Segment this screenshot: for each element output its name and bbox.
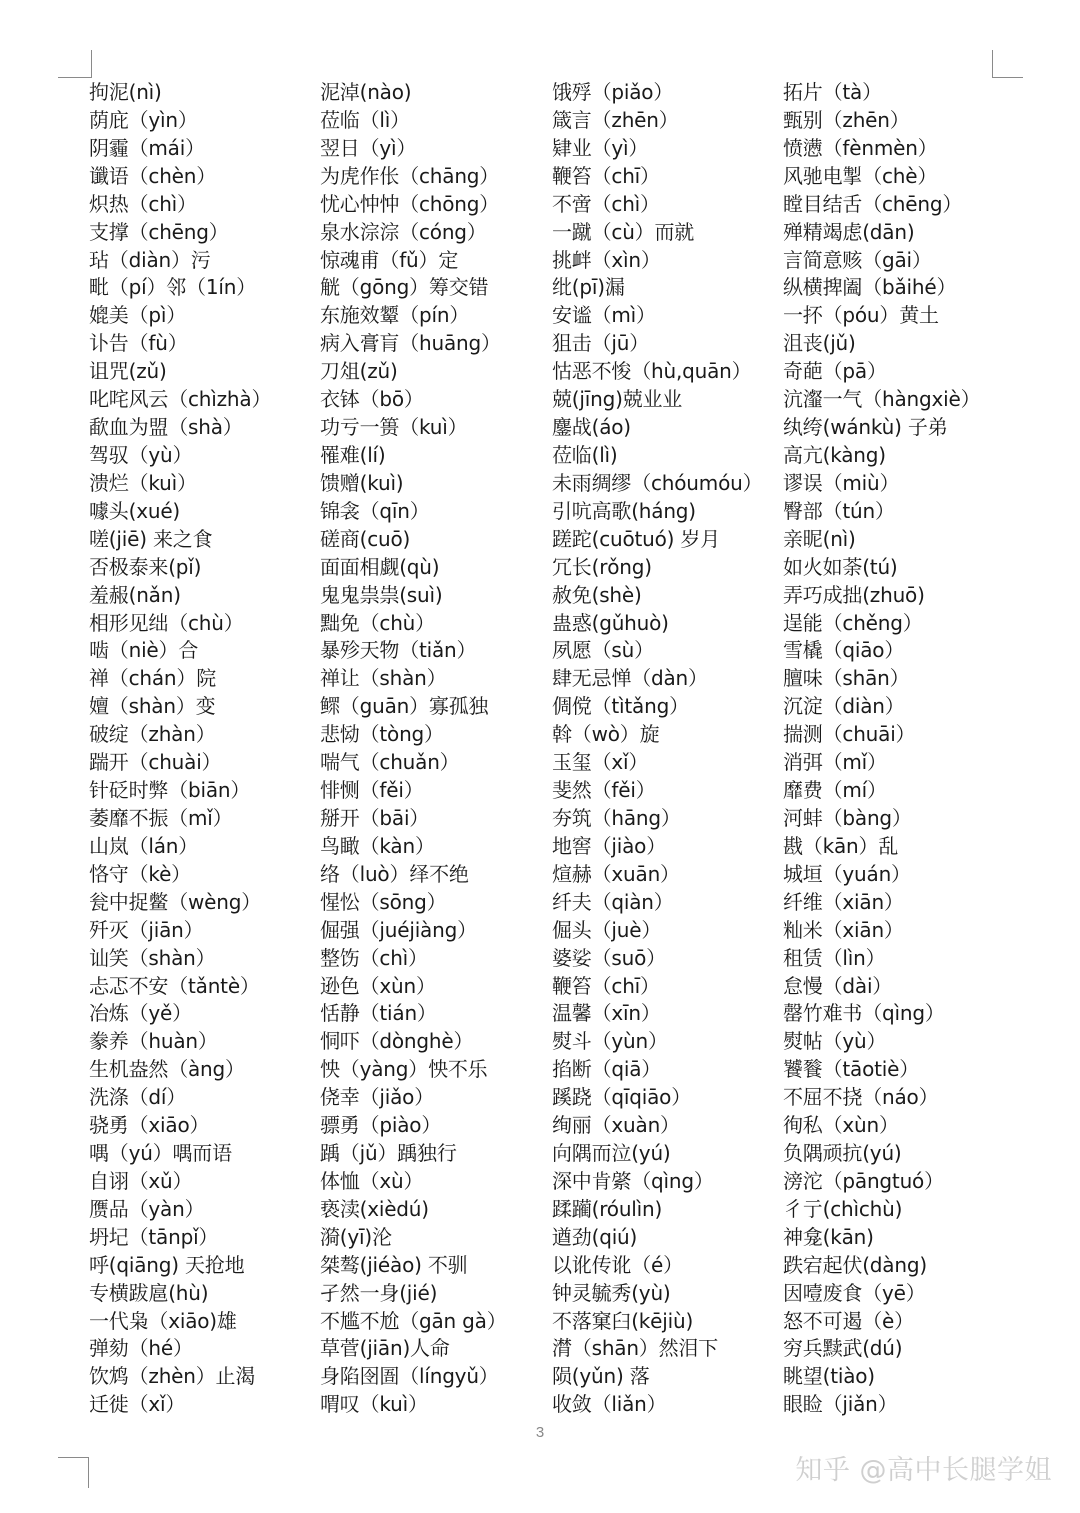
vocab-entry: 鳏（guān）寡孤独	[320, 694, 489, 719]
vocab-entry: 彳亍(chìchù)	[783, 1196, 903, 1221]
vocab-entry: 炽热（chì）	[89, 191, 197, 216]
vocab-entry: 瓮中捉鳖（wèng）	[89, 889, 262, 914]
vocab-entry: 向隅而泣(yú)	[552, 1141, 671, 1166]
vocab-entry: 锦衾（qīn）	[320, 498, 430, 523]
vocab-entry: 怏（yàng）怏不乐	[320, 1057, 488, 1082]
vocab-entry: 一蹴（cù）而就	[552, 219, 695, 244]
vocab-entry: 逊色（xùn）	[320, 973, 436, 998]
vocab-entry: 阴霾（mái）	[89, 135, 205, 160]
vocab-entry: 狙击（jū）	[552, 331, 650, 356]
vocab-entry: 专横跋扈(hù)	[89, 1280, 209, 1305]
crop-mark-top-left	[58, 50, 92, 78]
vocab-entry: 玷（diàn）污	[89, 247, 211, 272]
vocab-entry: 穷兵黩武(dú)	[783, 1336, 903, 1361]
vocab-entry: 洗涤（dí）	[89, 1085, 187, 1110]
vocab-entry: 踹开（chuài）	[89, 750, 222, 775]
vocab-entry: 针砭时弊（biān）	[89, 778, 251, 803]
crop-mark-bottom-left	[58, 1457, 89, 1488]
vocab-entry: 踽（jǔ）踽独行	[320, 1141, 457, 1166]
vocab-entry: 蹊跷（qīqiāo）	[552, 1085, 691, 1110]
vocab-entry: 泉水淙淙（cóng）	[320, 219, 487, 244]
vocab-entry: 功亏一篑（kuì）	[320, 415, 468, 440]
vocab-column-1	[89, 79, 271, 1419]
vocab-entry: 鏖战(áo)	[552, 415, 631, 440]
vocab-entry: 眺望(tiào)	[783, 1364, 875, 1389]
vocab-entry: 眼睑（jiǎn）	[783, 1392, 898, 1417]
vocab-entry: 亲昵(nì)	[783, 526, 856, 551]
vocab-entry: 不啻（chì）	[552, 191, 660, 216]
vocab-entry: 肄业（yì）	[552, 135, 649, 160]
page-number: 3	[535, 1424, 545, 1441]
vocab-entry: 媲美（pì）	[89, 303, 187, 328]
vocab-entry: 弄巧成拙(zhuō)	[783, 582, 925, 607]
vocab-entry: 陨(yǔn) 落	[552, 1364, 650, 1389]
vocab-entry: 饿殍（piǎo）	[552, 80, 674, 104]
vocab-entry: 沮丧(jǔ)	[783, 331, 856, 356]
vocab-entry: 地窖（jiào）	[552, 833, 667, 858]
vocab-entry: 怠慢（dài）	[783, 973, 893, 998]
vocab-entry: 负隅顽抗(yú)	[783, 1141, 902, 1166]
vocab-entry: 熨帖（yù）	[783, 1029, 887, 1054]
vocab-entry: 斡（wò）旋	[552, 722, 660, 747]
vocab-entry: 亵渎(xièdú)	[320, 1196, 429, 1221]
vocab-entry: 忐忑不安（tǎntè）	[89, 973, 260, 998]
vocab-entry: 恪守（kè）	[89, 861, 191, 886]
vocab-entry: 膻味（shān）	[783, 666, 910, 691]
vocab-entry: 箴言（zhēn）	[552, 107, 679, 132]
vocab-entry: 沉淀（diàn）	[783, 694, 905, 719]
vocab-entry: 羞赧(nǎn)	[89, 582, 181, 607]
vocab-entry: 桀骜(jiéào) 不驯	[320, 1252, 468, 1277]
vocab-entry: 草菅(jiān)人命	[320, 1336, 450, 1361]
vocab-entry: 诅咒(zǔ)	[89, 359, 167, 384]
vocab-entry: 嗟(jiē) 来之食	[89, 526, 213, 551]
vocab-entry: 斐然（fěi）	[552, 778, 656, 803]
vocab-entry: 恫吓（dònghè）	[320, 1029, 474, 1054]
vocab-entry: 骠勇（piào）	[320, 1113, 442, 1138]
vocab-entry: 收敛（liǎn）	[552, 1392, 667, 1417]
vocab-entry: 赝品（yàn）	[89, 1196, 205, 1221]
vocab-entry: 徇私（xùn）	[783, 1113, 899, 1138]
vocab-entry: 风驰电掣（chè）	[783, 163, 938, 188]
vocab-entry: 未雨绸缪（chóumóu）	[552, 470, 763, 495]
vocab-column-4	[783, 79, 980, 1419]
vocab-entry: 挑衅（xìn）	[552, 247, 661, 272]
vocab-entry: 歼灭（jiān）	[89, 917, 204, 942]
vocab-entry: 不屈不挠（náo）	[783, 1085, 939, 1110]
vocab-entry: 喟叹（kuì）	[320, 1392, 428, 1417]
vocab-entry: 滂沱（pāngtuó）	[783, 1168, 944, 1193]
vocab-entry: 骁勇（xiāo）	[89, 1113, 210, 1138]
vocab-entry: 以讹传讹（é）	[552, 1252, 683, 1277]
vocab-entry: 歃血为盟（shà）	[89, 415, 243, 440]
vocab-entry: 磋商(cuō)	[320, 526, 411, 551]
vocab-entry: 莅临(lì)	[552, 442, 618, 467]
vocab-entry: 鸟瞰（kàn）	[320, 833, 435, 858]
vocab-entry: 消弭（mǐ）	[783, 750, 887, 775]
vocab-entry: 沆瀣一气（hàngxiè）	[783, 387, 981, 412]
vocab-entry: 呼(qiāng) 天抢地	[89, 1252, 245, 1277]
vocab-entry: 纤夫（qiàn）	[552, 889, 674, 914]
vocab-entry: 孑然一身(jié)	[320, 1280, 438, 1305]
vocab-entry: 支撑（chēng）	[89, 219, 229, 244]
vocab-entry: 翌日（yì）	[320, 135, 417, 160]
vocab-entry: 倜傥（tìtǎng）	[552, 694, 689, 719]
vocab-entry: 夙愿（sù）	[552, 638, 654, 663]
vocab-entry: 禅（chán）院	[89, 666, 217, 691]
vocab-entry: 喘气（chuǎn）	[320, 750, 460, 775]
vocab-entry: 为虎作伥（chāng）	[320, 163, 500, 188]
vocab-entry: 泥淖(nào)	[320, 80, 412, 104]
vocab-entry: 驾驭（yù）	[89, 442, 193, 467]
vocab-entry: 饮鸩（zhèn）止渴	[89, 1364, 256, 1389]
vocab-entry: 租赁（lìn）	[783, 945, 886, 970]
vocab-entry: 潸（shān）然泪下	[552, 1336, 719, 1361]
vocab-entry: 豢养（huàn）	[89, 1029, 218, 1054]
vocab-entry: 深中肯綮（qìng）	[552, 1168, 714, 1193]
vocab-entry: 一代枭（xiāo)雄	[89, 1308, 237, 1333]
crop-mark-top-right	[992, 50, 1023, 78]
vocab-entry: 刀俎(zǔ)	[320, 359, 398, 384]
vocab-entry: 鬼鬼祟祟(suì)	[320, 582, 443, 607]
vocab-entry: 温馨（xīn）	[552, 1001, 661, 1026]
vocab-entry: 引吭高歌(háng)	[552, 498, 696, 523]
vocab-entry: 不尴不尬（gān gà）	[320, 1308, 507, 1333]
vocab-entry: 相形见绌（chù）	[89, 610, 244, 635]
vocab-entry: 馈赠(kuì)	[320, 470, 404, 495]
vocab-entry: 纵横捭阖（bǎihé）	[783, 275, 957, 300]
vocab-entry: 殚精竭虑(dān)	[783, 219, 915, 244]
vocab-entry: 东施效颦（pín）	[320, 303, 470, 328]
vocab-entry: 否极泰来(pǐ)	[89, 554, 202, 579]
vocab-entry: 整饬（chì）	[320, 945, 428, 970]
vocab-entry: 靡费（mí）	[783, 778, 887, 803]
vocab-entry: 不落窠臼(kējiù)	[552, 1308, 694, 1333]
vocab-column-2	[320, 79, 507, 1419]
vocab-entry: 臀部（tún）	[783, 498, 895, 523]
vocab-entry: 忧心忡忡（chōng）	[320, 191, 500, 216]
vocab-entry: 山岚（lán）	[89, 833, 199, 858]
vocab-entry: 怒不可遏（è）	[783, 1308, 914, 1333]
vocab-entry: 神龛(kān)	[783, 1224, 874, 1249]
vocab-entry: 婆娑（suō）	[552, 945, 666, 970]
vocab-entry: 体恤（xù）	[320, 1168, 424, 1193]
vocab-entry: 叱咤风云（chìzhà）	[89, 387, 272, 412]
vocab-entry: 纰(pī)漏	[552, 275, 625, 300]
vocab-entry: 煊赫（xuān）	[552, 861, 680, 886]
vocab-entry: 荫庇（yìn）	[89, 107, 198, 132]
vocab-entry: 萎靡不振（mǐ）	[89, 805, 233, 830]
vocab-entry: 讪笑（shàn）	[89, 945, 216, 970]
vocab-entry: 如火如荼(tú)	[783, 554, 898, 579]
vocab-entry: 夯筑（hāng）	[552, 805, 681, 830]
vocab-entry: 喁（yú）喁而语	[89, 1141, 232, 1166]
vocab-entry: 自诩（xǔ）	[89, 1168, 193, 1193]
vocab-entry: 鞭笞（chī）	[552, 163, 660, 188]
vocab-entry: 纨绔(wánkù) 子弟	[783, 415, 948, 440]
vocab-column-3	[552, 79, 762, 1419]
vocab-entry: 冶炼（yě）	[89, 1001, 192, 1026]
vocab-entry: 城垣（yuán）	[783, 861, 911, 886]
vocab-entry: 噱头(xué)	[89, 498, 181, 523]
vocab-entry: 瞠目结舌（chēng）	[783, 191, 963, 216]
vocab-entry: 惊魂甫（fǔ）定	[320, 247, 459, 272]
vocab-entry: 罄竹难书（qìng）	[783, 1001, 945, 1026]
vocab-entry: 怙恶不悛（hù,quān）	[552, 359, 752, 384]
vocab-entry: 漪(yī)沦	[320, 1224, 392, 1249]
watermark: 知乎 @高中长腿学姐	[795, 1455, 1052, 1486]
vocab-entry: 戡（kān）乱	[783, 833, 899, 858]
vocab-entry: 生机盎然（àng）	[89, 1057, 245, 1082]
vocab-entry: 谬误（miù）	[783, 470, 900, 495]
vocab-entry: 悲恸（tòng）	[320, 722, 444, 747]
vocab-entry: 赦免(shè)	[552, 582, 642, 607]
vocab-entry: 肆无忌惮（dàn）	[552, 666, 708, 691]
vocab-entry: 倔强（juéjiàng）	[320, 917, 477, 942]
vocab-entry: 络（luò）绎不绝	[320, 861, 469, 886]
vocab-entry: 蹉跎(cuōtuó) 岁月	[552, 526, 721, 551]
vocab-entry: 莅临（lì）	[320, 107, 410, 132]
vocab-entry: 甄别（zhēn）	[783, 107, 910, 132]
vocab-entry: 籼米（xiān）	[783, 917, 904, 942]
vocab-entry: 兢(jīng)兢业业	[552, 387, 683, 412]
vocab-entry: 蹂躏(róulìn)	[552, 1196, 663, 1221]
vocab-entry: 河蚌（bàng）	[783, 805, 912, 830]
vocab-entry: 掰开（bāi）	[320, 805, 430, 830]
vocab-entry: 暴殄天物（tiǎn）	[320, 638, 477, 663]
vocab-entry: 觥（gōng）筹交错	[320, 275, 489, 300]
vocab-entry: 悱恻（fěi）	[320, 778, 424, 803]
vocab-entry: 安谧（mì）	[552, 303, 656, 328]
vocab-entry: 钟灵毓秀(yù)	[552, 1280, 671, 1305]
vocab-entry: 恬静（tián）	[320, 1001, 437, 1026]
vocab-entry: 毗（pí）邻（1ín）	[89, 275, 257, 300]
vocab-entry: 雪橇（qiāo）	[783, 638, 905, 663]
vocab-entry: 逞能（chěng）	[783, 610, 923, 635]
vocab-entry: 玉玺（xǐ）	[552, 750, 649, 775]
vocab-entry: 言简意赅（gāi）	[783, 247, 932, 272]
vocab-entry: 绚丽（xuàn）	[552, 1113, 680, 1138]
vocab-entry: 面面相觑(qù)	[320, 554, 440, 579]
vocab-entry: 跌宕起伏(dàng)	[783, 1252, 927, 1277]
vocab-entry: 啮（niè）合	[89, 638, 199, 663]
vocab-entry: 谶语（chèn）	[89, 163, 217, 188]
vocab-entry: 遒劲(qiú)	[552, 1224, 638, 1249]
vocab-entry: 奇葩（pā）	[783, 359, 887, 384]
vocab-entry: 侥幸（jiǎo）	[320, 1085, 435, 1110]
vocab-entry: 讣告（fù）	[89, 331, 188, 356]
vocab-entry: 禅让（shàn）	[320, 666, 447, 691]
vocab-entry: 熨斗（yùn）	[552, 1029, 668, 1054]
vocab-entry: 衣钵（bō）	[320, 387, 424, 412]
vocab-entry: 饕餮（tāotiè）	[783, 1057, 920, 1082]
vocab-entry: 破绽（zhàn）	[89, 722, 216, 747]
vocab-entry: 纤维（xiān）	[783, 889, 904, 914]
vocab-entry: 迁徙（xǐ）	[89, 1392, 186, 1417]
vocab-entry: 弹劾（hé）	[89, 1336, 193, 1361]
vocab-entry: 高亢(kàng)	[783, 442, 886, 467]
vocab-entry: 鞭笞（chī）	[552, 973, 660, 998]
vocab-entry: 惺忪（sōng）	[320, 889, 447, 914]
vocab-entry: 因噎废食（yē）	[783, 1280, 926, 1305]
vocab-entry: 倔头（juè）	[552, 917, 662, 942]
vocab-entry: 嬗（shàn）变	[89, 694, 216, 719]
vocab-entry: 病入膏肓（huāng）	[320, 331, 501, 356]
vocab-entry: 坍圮（tānpǐ）	[89, 1224, 219, 1249]
vocab-entry: 罹难(lí)	[320, 442, 386, 467]
vocab-entry: 拓片（tà）	[783, 80, 882, 104]
vocab-entry: 愤懑（fènmèn）	[783, 135, 938, 160]
vocab-entry: 一抔（póu）黄土	[783, 303, 939, 328]
vocab-entry: 拘泥(nì)	[89, 80, 162, 104]
vocab-entry: 蛊惑(gǔhuò)	[552, 610, 669, 635]
vocab-entry: 冗长(rǒng)	[552, 554, 652, 579]
vocab-entry: 黜免（chù）	[320, 610, 435, 635]
vocab-entry: 揣测（chuāi）	[783, 722, 916, 747]
vocab-entry: 溃烂（kuì）	[89, 470, 197, 495]
vocab-entry: 身陷囹圄（língyǔ）	[320, 1364, 499, 1389]
vocab-entry: 掐断（qiā）	[552, 1057, 662, 1082]
